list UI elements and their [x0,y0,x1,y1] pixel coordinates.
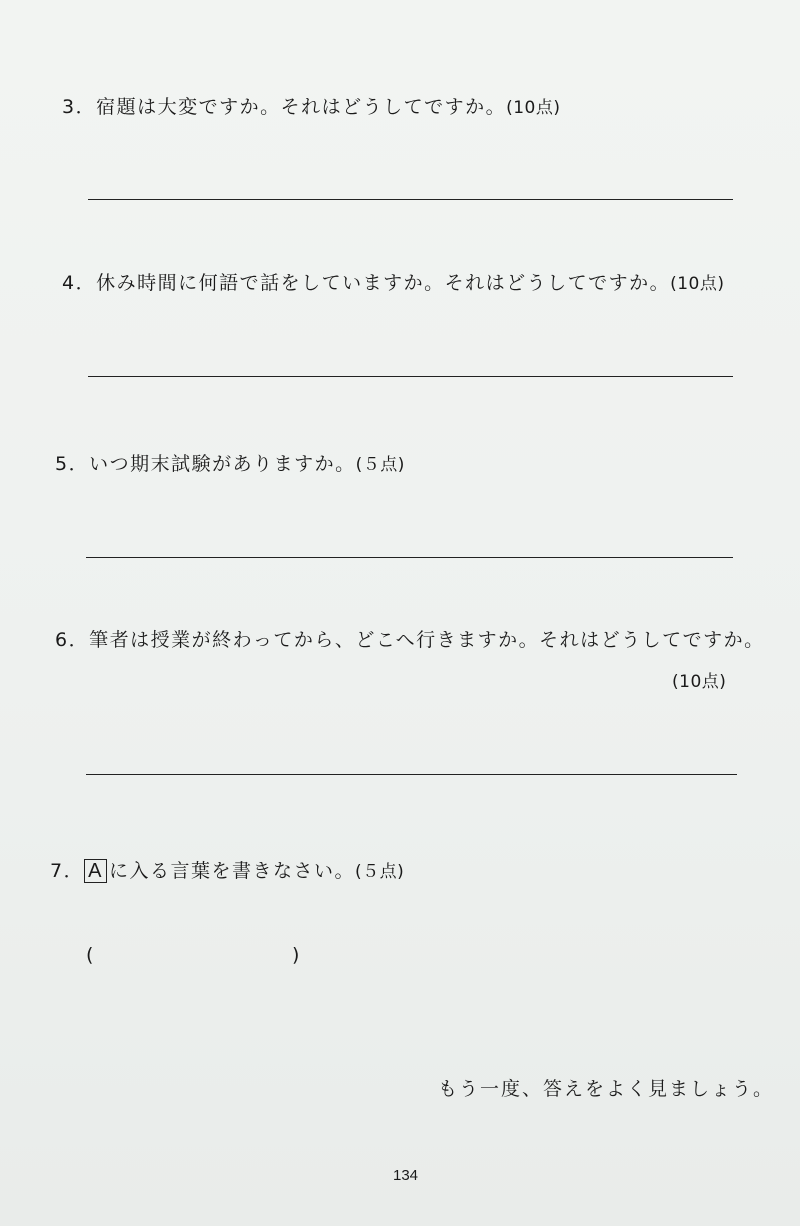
closing-remark: もう一度、答えをよく見ましょう。 [438,1078,775,1100]
answer-field-7[interactable] [100,944,288,970]
question-text: 宿題は大変ですか。それはどうしてですか。 [96,96,507,118]
question-4 [62,268,725,295]
question-number: 4． [62,272,97,294]
blank-box-a: A [84,859,107,883]
question-7 [50,856,404,883]
page-number: 134 [393,1167,419,1184]
question-6 [55,625,765,652]
question-points: (５点) [355,455,405,475]
answer-line-6[interactable] [86,774,737,775]
question-number: 3． [62,96,97,118]
answer-line-5[interactable] [86,557,733,558]
answer-paren-open: ( [86,944,94,966]
question-3 [62,92,561,119]
question-points: (10点) [506,98,561,118]
question-number: 7． [50,860,85,882]
question-number: 5． [55,453,90,475]
answer-line-4[interactable] [88,376,733,377]
answer-paren-close: ) [292,944,300,966]
answer-line-3[interactable] [88,199,733,200]
question-points: (５点) [354,862,405,882]
question-points: (10点) [672,672,727,692]
question-points: (10点) [670,274,725,294]
question-text: いつ期末試験がありますか。 [89,453,356,475]
question-text: 筆者は授業が終わってから、どこへ行きますか。それはどうしてですか。 [89,629,765,651]
question-text: 休み時間に何語で話をしていますか。それはどうしてですか。 [96,272,671,294]
question-number: 6． [55,629,90,651]
question-text: に入る言葉を書きなさい。 [108,860,355,882]
question-5 [55,449,405,476]
